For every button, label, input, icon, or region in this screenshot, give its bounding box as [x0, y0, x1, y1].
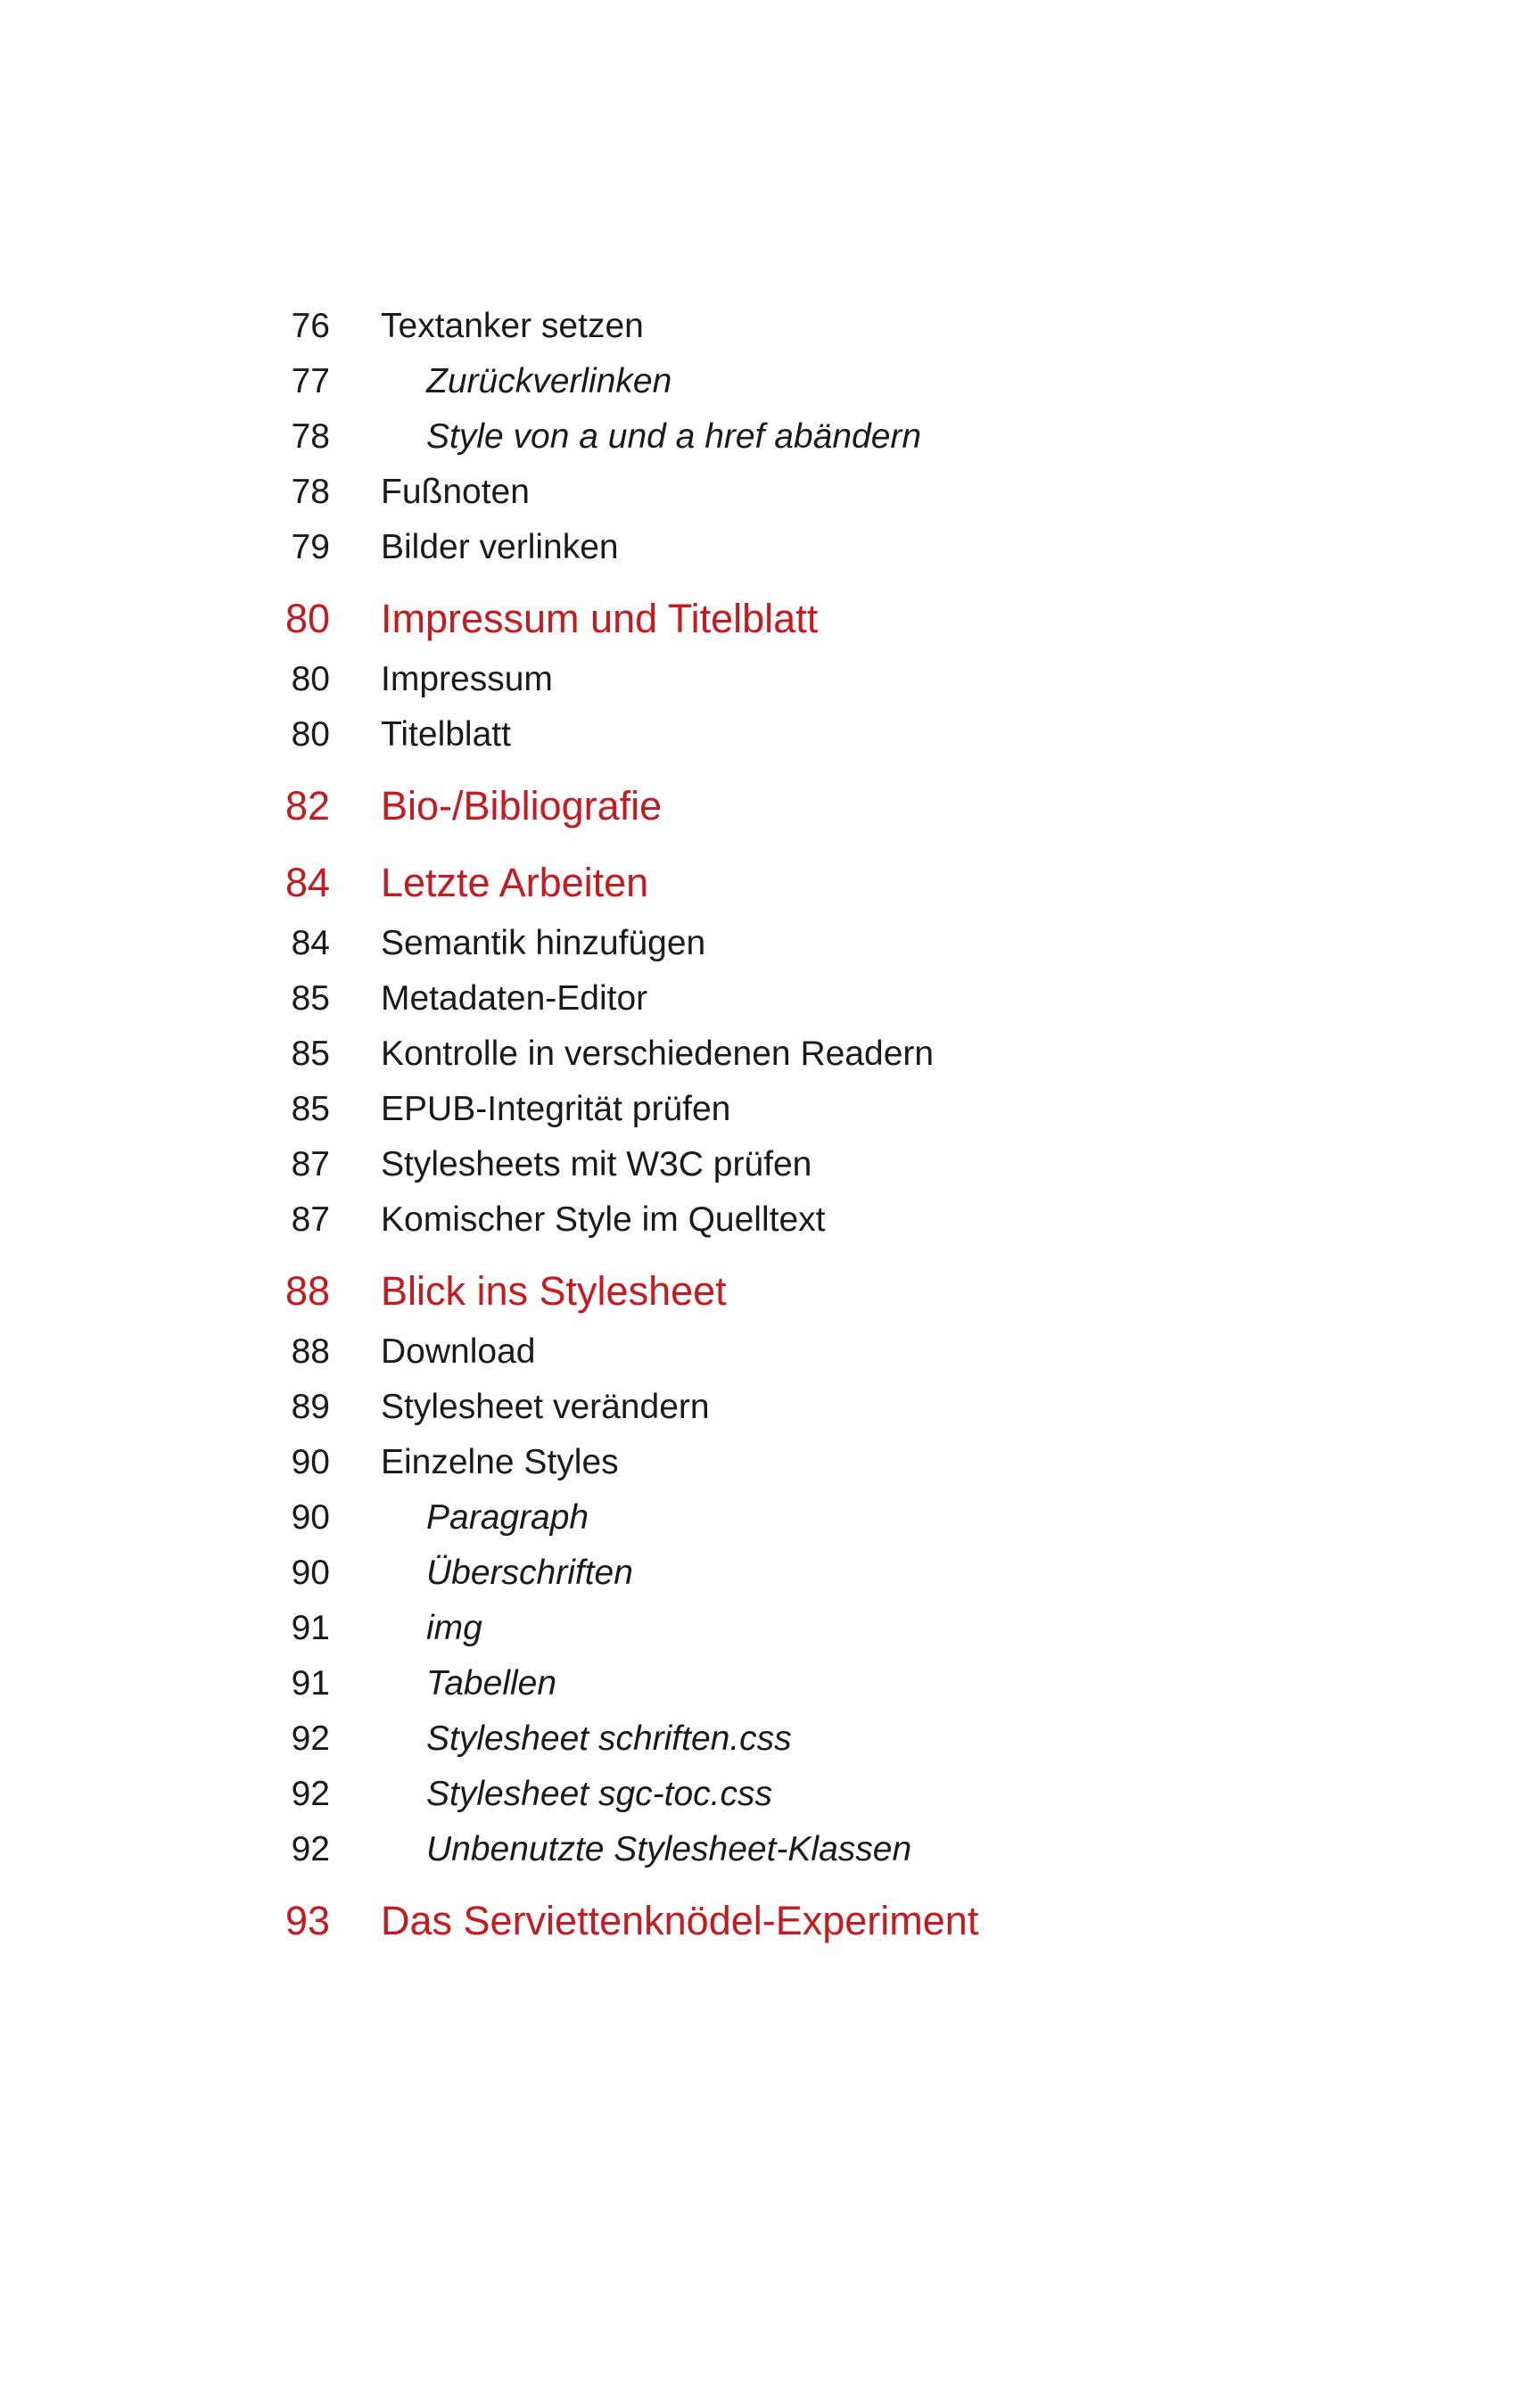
- toc-chapter-entry: [0, 1265, 1516, 1318]
- toc-entry-title: Das Serviettenknödel-Experiment: [381, 1898, 979, 1943]
- toc-page-number: 84: [291, 924, 330, 962]
- toc-entry-title: Impressum: [381, 660, 553, 698]
- toc-page-number: 85: [291, 1090, 330, 1128]
- toc-chapter-entry: [0, 592, 1516, 646]
- toc-section-entry: [0, 1325, 1516, 1379]
- toc-subsection-entry: [0, 1712, 1516, 1766]
- toc-page-number: 92: [291, 1830, 330, 1868]
- toc-section-entry: [0, 972, 1516, 1026]
- toc-section-entry: [0, 1138, 1516, 1192]
- toc-entry-title: Download: [381, 1332, 536, 1371]
- toc-entry-title: EPUB-Integrität prüfen: [381, 1090, 731, 1128]
- toc-entry-title: Letzte Arbeiten: [381, 860, 649, 905]
- toc-page-number: 80: [291, 660, 330, 698]
- toc-subsection-entry: [0, 1602, 1516, 1655]
- toc-page-number: 92: [291, 1775, 330, 1813]
- toc-subsection-entry: [0, 355, 1516, 408]
- toc-section-entry: [0, 1083, 1516, 1136]
- toc-subsection-entry: [0, 1546, 1516, 1600]
- toc-entry-title: Fußnoten: [381, 473, 530, 511]
- toc-section-entry: [0, 521, 1516, 574]
- toc-page-number: 88: [284, 1268, 330, 1314]
- toc-section-entry: [0, 1193, 1516, 1247]
- toc-section-entry: [0, 466, 1516, 519]
- toc-section-entry: [0, 300, 1516, 353]
- toc-entry-title: Komischer Style im Quelltext: [381, 1200, 826, 1239]
- toc-subsection-entry: [0, 1823, 1516, 1876]
- toc-entry-title: Unbenutzte Stylesheet-Klassen: [426, 1830, 912, 1868]
- toc-entry-title: Impressum und Titelblatt: [381, 596, 819, 641]
- toc-entry-title: Semantik hinzufügen: [381, 924, 706, 962]
- toc-entry-title: Stylesheets mit W3C prüfen: [381, 1145, 812, 1183]
- toc-entry-title: Textanker setzen: [381, 307, 644, 345]
- toc-subsection-entry: [0, 1491, 1516, 1545]
- toc-entry-title: Tabellen: [426, 1664, 557, 1703]
- toc-entry-title: Stylesheet schriften.css: [426, 1719, 792, 1758]
- toc-entry-title: Stylesheet verändern: [381, 1388, 710, 1426]
- toc-page-number: 87: [291, 1145, 330, 1183]
- toc-page-number: 80: [291, 715, 330, 754]
- toc-entry-title: Bilder verlinken: [381, 528, 619, 566]
- toc-page-number: 79: [291, 528, 330, 566]
- toc-entry-title: Überschriften: [426, 1554, 633, 1592]
- toc-page-number: 90: [291, 1498, 330, 1537]
- toc-section-entry: [0, 1436, 1516, 1489]
- toc-page-number: 85: [291, 979, 330, 1018]
- toc-subsection-entry: [0, 1768, 1516, 1821]
- toc-entry-title: Stylesheet sgc-toc.css: [426, 1775, 772, 1813]
- toc-entry-title: Metadaten-Editor: [381, 979, 648, 1018]
- toc-page-number: 91: [291, 1609, 330, 1647]
- toc-page-number: 78: [291, 473, 330, 511]
- toc-subsection-entry: [0, 410, 1516, 464]
- toc-entry-title: img: [426, 1609, 482, 1647]
- toc-entry-title: Titelblatt: [381, 715, 511, 754]
- toc-entry-title: Einzelne Styles: [381, 1443, 619, 1481]
- toc-chapter-entry: [0, 779, 1516, 833]
- toc-section-entry: [0, 917, 1516, 970]
- toc-page-number: 88: [291, 1332, 330, 1371]
- toc-page-number: 76: [291, 307, 330, 345]
- toc-entry-title: Blick ins Stylesheet: [381, 1268, 727, 1314]
- toc-page-number: 93: [284, 1898, 330, 1943]
- toc-page-number: 82: [284, 783, 330, 829]
- toc-section-entry: [0, 708, 1516, 762]
- toc-page-number: 89: [291, 1388, 330, 1426]
- toc-page-number: 84: [284, 860, 330, 905]
- toc-page-number: 87: [291, 1200, 330, 1239]
- toc-page-number: 80: [284, 596, 330, 641]
- toc-section-entry: [0, 653, 1516, 706]
- toc-entry-title: Zurückverlinken: [426, 362, 672, 400]
- toc-entry-title: Bio-/Bibliografie: [381, 783, 663, 829]
- toc-page-number: 77: [291, 362, 330, 400]
- toc-page-number: 90: [291, 1443, 330, 1481]
- toc-page-number: 78: [291, 417, 330, 456]
- toc-entry-title: Style von a und a href abändern: [426, 417, 922, 456]
- toc-page-number: 90: [291, 1554, 330, 1592]
- toc-section-entry: [0, 1381, 1516, 1434]
- toc-chapter-entry: [0, 1894, 1516, 1948]
- toc-subsection-entry: [0, 1657, 1516, 1711]
- toc-entry-title: Paragraph: [426, 1498, 589, 1537]
- toc-section-entry: [0, 1027, 1516, 1081]
- toc-page-number: 91: [291, 1664, 330, 1703]
- toc-page-number: 85: [291, 1035, 330, 1073]
- toc-page-number: 92: [291, 1719, 330, 1758]
- toc-chapter-entry: [0, 856, 1516, 910]
- toc-entry-title: Kontrolle in verschiedenen Readern: [381, 1035, 935, 1073]
